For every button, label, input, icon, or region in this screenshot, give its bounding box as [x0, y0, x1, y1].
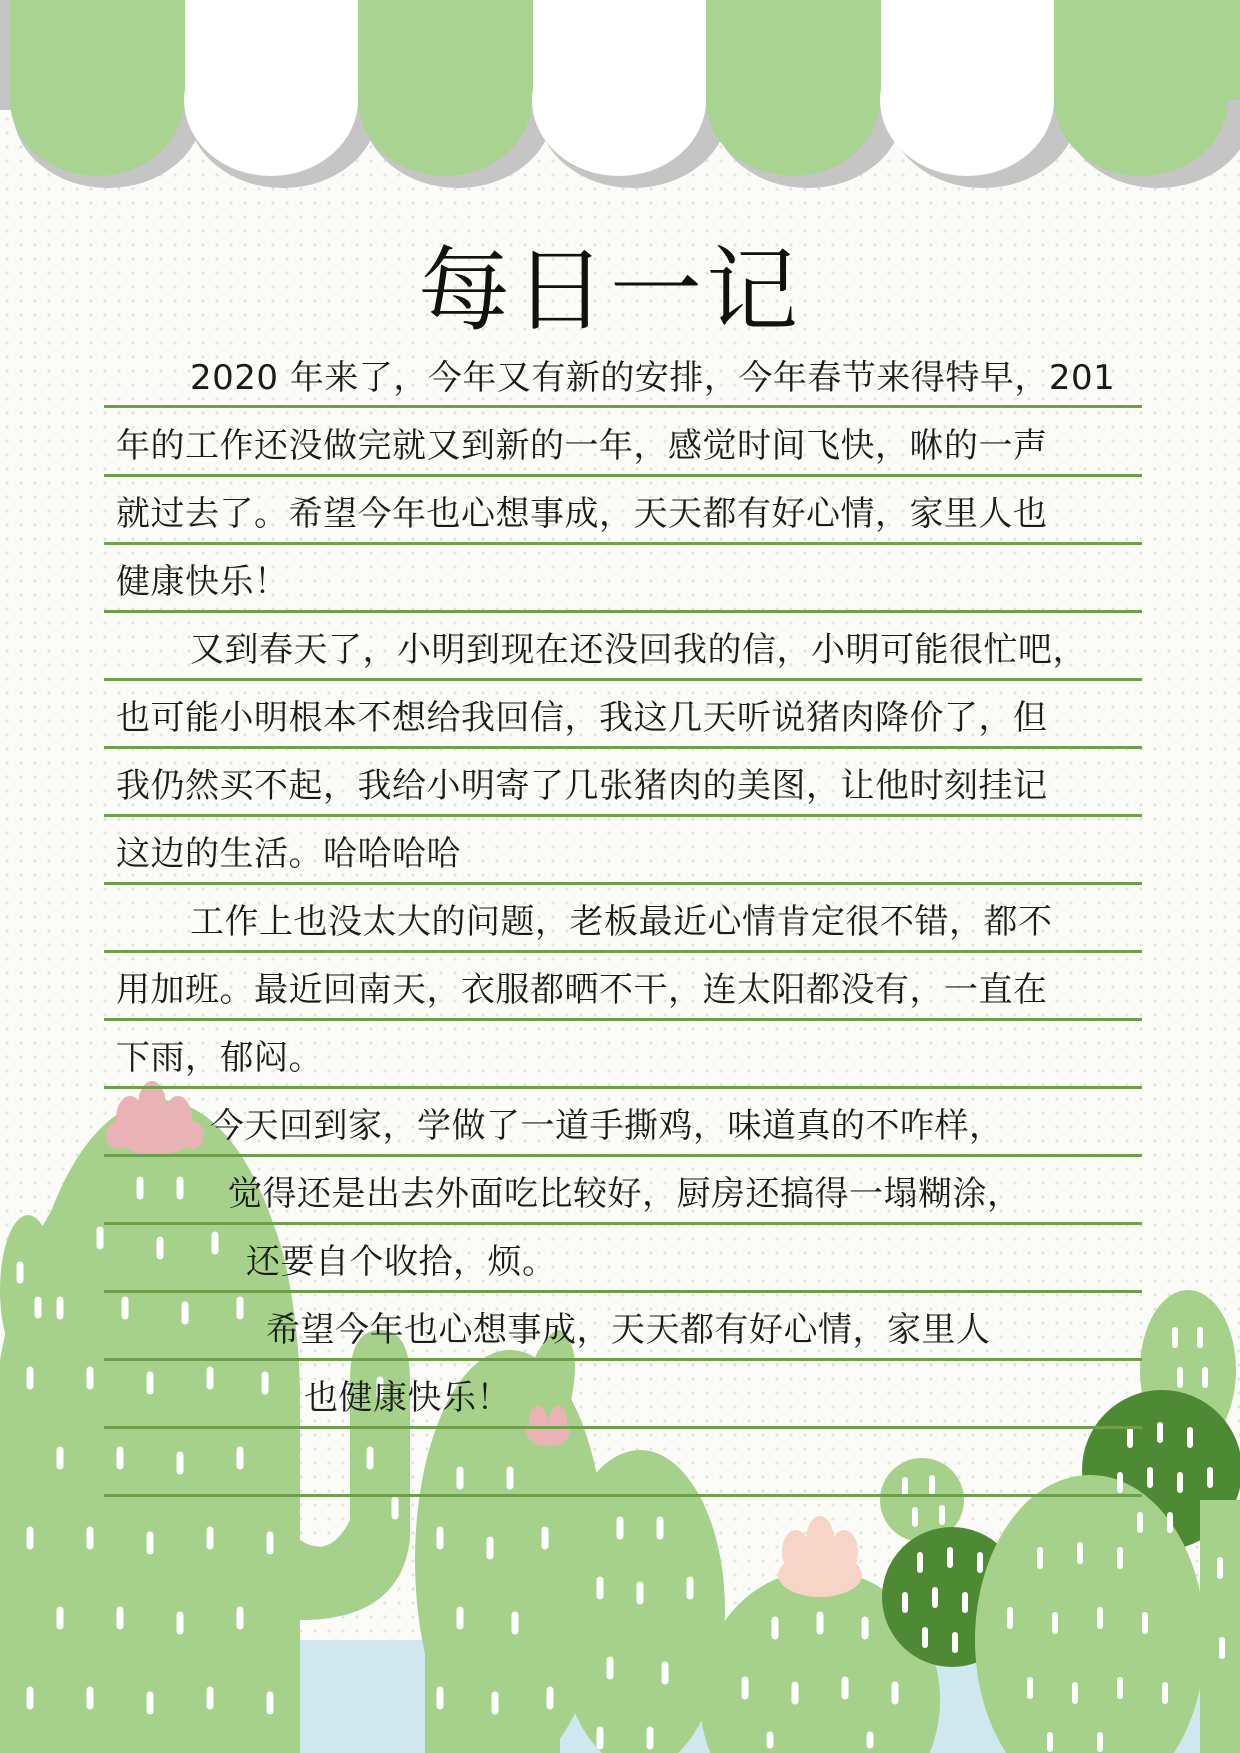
text-line: 2020 年来了，今年又有新的安排，今年春节来得特早，201 [190, 358, 1116, 398]
text-line: 我仍然买不起，我给小明寄了几张猪肉的美图，让他时刻挂记 [116, 766, 1048, 806]
text-line: 工作上也没太大的问题，老板最近心情肯定很不错，都不 [190, 902, 1053, 942]
text-line: 下雨，郁闷。 [116, 1038, 323, 1078]
text-line: 就过去了。希望今年也心想事成，天天都有好心情，家里人也 [116, 494, 1048, 534]
text-line: 又到春天了，小明到现在还没回我的信，小明可能很忙吧， [190, 630, 1087, 670]
text-line: 这边的生活。哈哈哈哈 [116, 834, 461, 874]
text-line: 今天回到家，学做了一道手撕鸡，味道真的不咋样， [210, 1106, 1004, 1146]
text-line: 还要自个收拾，烦。 [246, 1242, 557, 1282]
text-line: 也可能小明根本不想给我回信，我这几天听说猪肉降价了，但 [116, 698, 1048, 738]
page-title: 每日一记 [417, 237, 802, 344]
text-line: 用加班。最近回南天，衣服都晒不干，连太阳都没有，一直在 [116, 970, 1048, 1010]
text-line: 希望今年也心想事成，天天都有好心情，家里人 [266, 1310, 991, 1350]
text-line: 觉得还是出去外面吃比较好，厨房还搞得一塌糊涂， [228, 1174, 1022, 1214]
text-line: 年的工作还没做完就又到新的一年，感觉时间飞快，咻的一声 [116, 426, 1048, 466]
text-line: 健康快乐！ [116, 562, 289, 602]
text-line: 也健康快乐！ [304, 1378, 511, 1418]
